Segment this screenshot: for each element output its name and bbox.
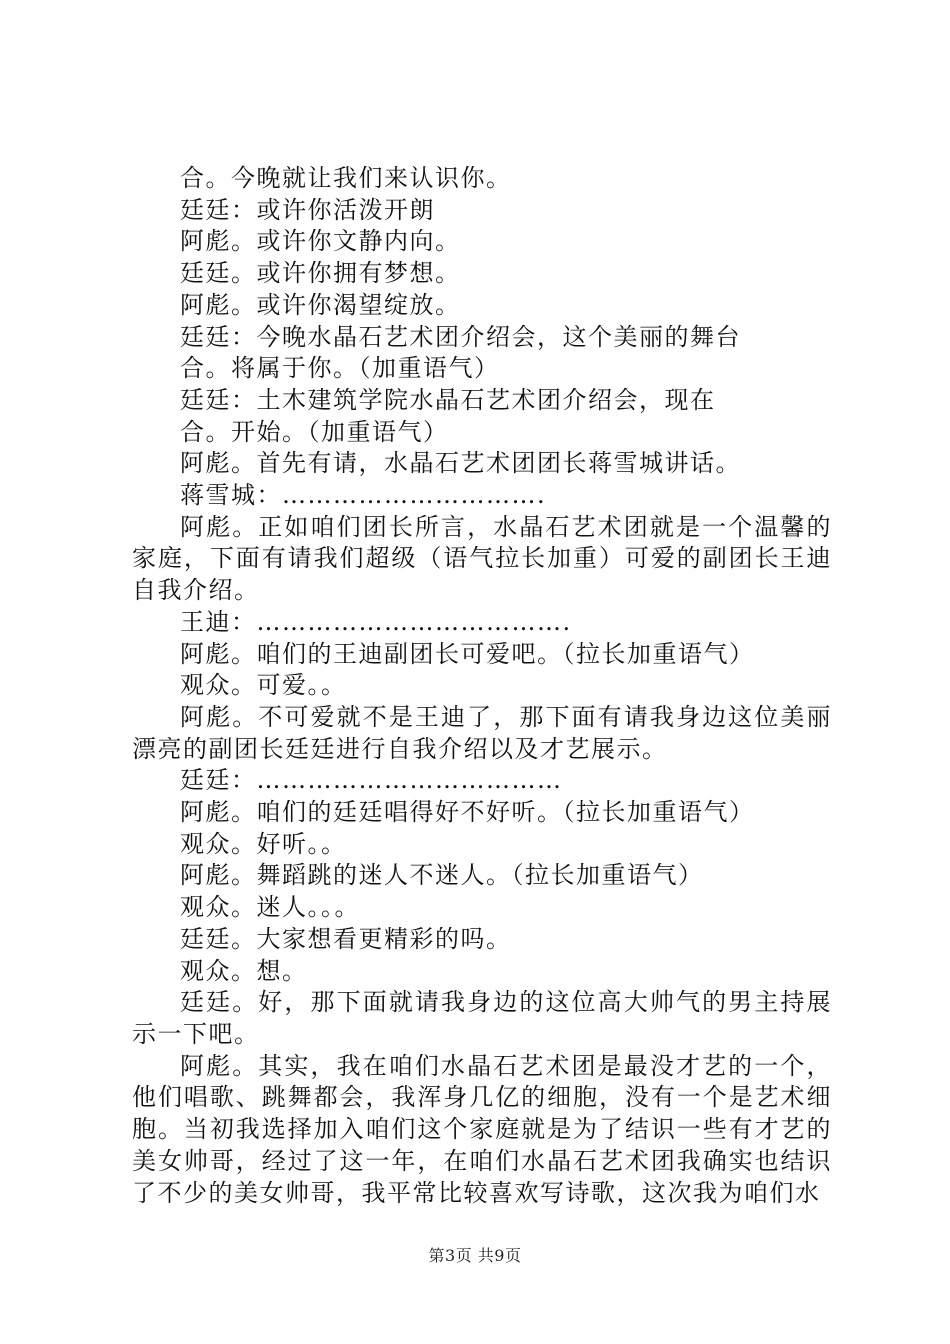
text-line: 阿彪。舞蹈跳的迷人不迷人。（拉长加重语气） <box>180 861 704 890</box>
text-line: 廷廷。大家想看更精彩的吗。 <box>180 924 512 953</box>
text-line: 廷廷：或许你活泼开朗 <box>180 195 435 224</box>
paragraph: 廷廷。好，那下面就请我身边的这位高大帅气的男主持展示一下吧。 <box>132 988 832 1048</box>
paragraph: 阿彪。正如咱们团长所言，水晶石艺术团就是一个温馨的家庭，下面有请我们超级（语气拉长加重）可爱的副团长王迪自我介绍。 <box>132 512 832 605</box>
text-line: 阿彪。咱们的王迪副团长可爱吧。（拉长加重语气） <box>180 639 755 668</box>
text-line: 王迪：………………………………. <box>180 607 572 636</box>
text-line: 阿彪。或许你文静内向。 <box>180 227 461 256</box>
document-body <box>132 163 832 1209</box>
text-line: 阿彪。或许你渴望绽放。 <box>180 290 461 319</box>
text-line: 廷廷：今晚水晶石艺术团介绍会，这个美丽的舞台 <box>180 322 741 351</box>
text-line: 观众。迷人。。。 <box>180 893 360 922</box>
text-line: 廷廷。或许你拥有梦想。 <box>180 259 461 288</box>
text-line: 阿彪。首先有请，水晶石艺术团团长蒋雪城讲话。 <box>180 449 741 478</box>
text-line: 阿彪。咱们的廷廷唱得好不好听。（拉长加重语气） <box>180 798 755 827</box>
text-line: 廷廷：土木建筑学院水晶石艺术团介绍会，现在 <box>180 385 716 414</box>
text-line: 廷廷：……………………………… <box>180 766 563 795</box>
text-line: 蒋雪城：…………………………. <box>180 481 547 510</box>
text-line: 合。今晚就让我们来认识你。 <box>180 164 512 192</box>
paragraph: 阿彪。其实，我在咱们水晶石艺术团是最没才艺的一个，他们唱歌、跳舞都会，我浑身几亿的细胞，没有一个是艺术细胞。当初我选择加入咱们这个家庭就是为了结识一些有才艺的美女帅哥，经过了这一年，在咱们水晶石艺术团我确实也结识了不少的美女帅哥，我平常比较喜欢写诗歌，这次我为咱们水 <box>132 1051 832 1207</box>
text-line: 合。将属于你。（加重语气） <box>180 354 500 383</box>
text-line: 观众。好听。。 <box>180 829 347 858</box>
text-line: 观众。可爱。。 <box>180 671 347 700</box>
page-footer: 第3页 共9页 <box>428 1246 522 1265</box>
paragraph: 阿彪。不可爱就不是王迪了，那下面有请我身边这位美丽漂亮的副团长廷廷进行自我介绍以及才艺展示。 <box>132 702 832 763</box>
text-line: 合。开始。（加重语气） <box>180 417 449 446</box>
text-line: 观众。想。 <box>180 956 308 985</box>
